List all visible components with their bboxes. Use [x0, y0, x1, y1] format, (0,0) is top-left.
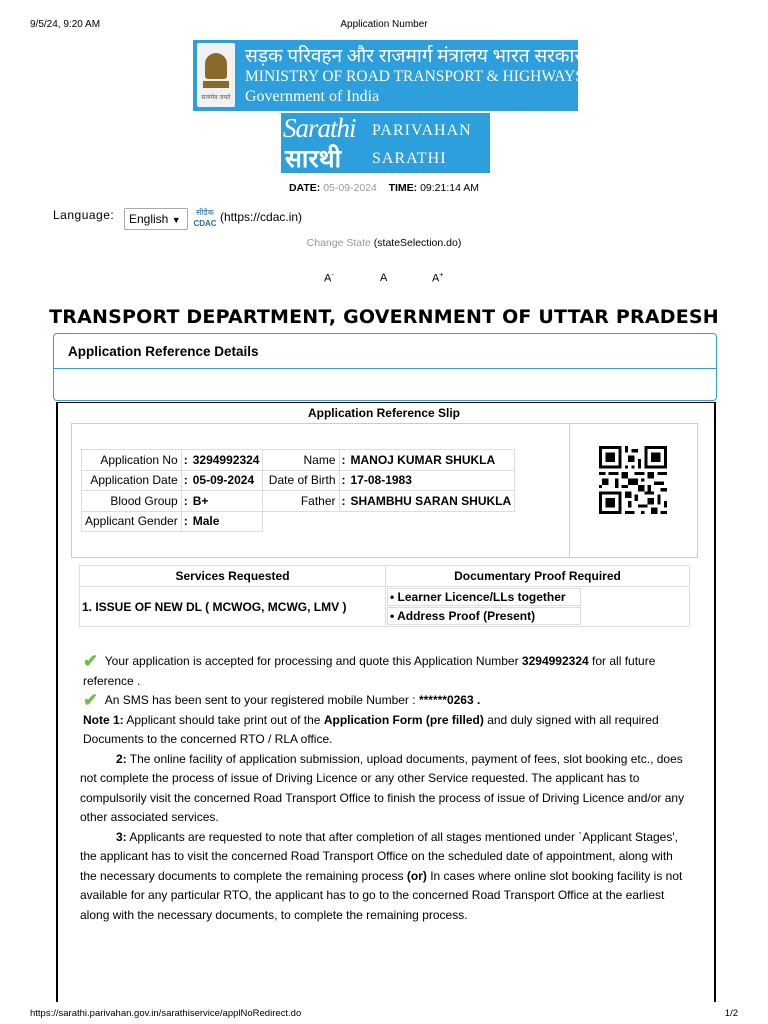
- service-item: 1. ISSUE OF NEW DL ( MCWOG, MCWG, LMV ): [80, 587, 386, 627]
- datetime-line: [0, 182, 768, 194]
- table-row: Application No : 3294992324 Name : MANOJ KUMAR SHUKLA: [82, 450, 515, 471]
- value-name: MANOJ KUMAR SHUKLA: [348, 450, 515, 471]
- font-increase-button[interactable]: A+: [432, 272, 444, 285]
- date-label: DATE:: [288, 182, 321, 194]
- sms-text: An SMS has been sent to your registered mobile Number :: [104, 693, 416, 707]
- sarathi-line2: SARATHI: [372, 150, 447, 167]
- cdac-logo-icon[interactable]: [191, 207, 219, 229]
- font-decrease-button[interactable]: A-: [324, 272, 334, 285]
- proof-item: • Learner Licence/LLs together: [387, 588, 581, 606]
- label-dob: Date of Birth: [263, 470, 339, 491]
- language-selected: English: [129, 212, 169, 226]
- date-value: 05-09-2024: [323, 182, 377, 194]
- table-row: [80, 566, 690, 587]
- value-father: SHAMBHU SARAN SHUKLA: [348, 491, 515, 512]
- check-icon: ✔: [83, 690, 99, 710]
- label-father: Father: [263, 491, 339, 512]
- cdac-hindi: सीडैक: [196, 208, 214, 217]
- proof-header: Documentary Proof Required: [386, 566, 690, 587]
- ministry-english: MINISTRY OF ROAD TRANSPORT & HIGHWAYS: [245, 68, 584, 85]
- ministry-banner: [193, 40, 584, 111]
- label-name: Name: [263, 450, 339, 471]
- reference-details-panel: [53, 333, 717, 401]
- label-gender: Applicant Gender: [82, 511, 182, 532]
- national-emblem-icon: [197, 43, 235, 107]
- sms-number: ******0263 .: [418, 693, 481, 707]
- services-table: [79, 565, 690, 627]
- note2-label: 2:: [116, 751, 127, 766]
- department-title: TRANSPORT DEPARTMENT, GOVERNMENT OF UTTAR PRADESH: [49, 306, 719, 328]
- label-application-date: Application Date: [82, 470, 182, 491]
- value-gender: Male: [190, 511, 263, 532]
- accepted-text: Your application is accepted for processing and quote this Application Number: [104, 654, 519, 668]
- panel-title: Application Reference Details: [68, 344, 259, 359]
- note3-text-end: In cases where online slot booking facility is not available for any particular RTO, the applicant has to go to the concerned Road Transport Office at the earliest along with the necessary documents, to complete the remaining process.: [80, 868, 683, 922]
- cdac-text: CDAC: [193, 219, 217, 228]
- language-select[interactable]: [124, 208, 188, 230]
- accepted-text-end: for all future reference .: [83, 654, 656, 688]
- qr-code-icon: [599, 446, 667, 514]
- print-datetime: 9/5/24, 9:20 AM: [30, 19, 101, 30]
- note1-text: Applicant should take print out of the: [126, 712, 321, 727]
- note3-text: Applicants are requested to note that after completion of all stages mentioned under `Applicant Stages', the applicant has to visit the concerned Road Transport Office on the scheduled date of appointment, along with the necessary documents to complete the remaining process: [80, 829, 678, 883]
- value-application-no: 3294992324: [190, 450, 263, 471]
- font-normal-button[interactable]: A: [380, 272, 388, 284]
- label-blood-group: Blood Group: [82, 491, 182, 512]
- language-label: Language:: [53, 208, 115, 222]
- chevron-down-icon: ▼: [171, 215, 181, 225]
- note1-bold: Application Form (pre filled): [323, 712, 484, 727]
- time-label: TIME:: [388, 182, 418, 194]
- note3-label: 3:: [116, 829, 127, 844]
- sarathi-logo: [281, 113, 490, 173]
- emblem-motto: सत्यमेव जयते: [201, 95, 231, 101]
- value-blood-group: B+: [190, 491, 263, 512]
- ministry-gov: Government of India: [245, 88, 380, 105]
- time-value: 09:21:14 AM: [420, 182, 480, 194]
- note1-text-end: and duly signed with all required Documents to the concerned RTO / RLA office.: [83, 712, 659, 746]
- print-title: Application Number: [340, 19, 428, 30]
- label-application-no: Application No: [82, 450, 182, 471]
- sarathi-logo-hindi: सारथी: [285, 146, 342, 173]
- change-state-link[interactable]: Change State: [306, 237, 371, 249]
- change-state-url[interactable]: (stateSelection.do): [373, 237, 462, 249]
- note1-label: Note 1:: [83, 712, 124, 727]
- proof-item: • Address Proof (Present): [387, 607, 581, 625]
- ministry-hindi: सड़क परिवहन और राजमार्ग मंत्रालय भारत सरकार: [245, 46, 583, 67]
- slip-title: Application Reference Slip: [307, 406, 461, 420]
- sarathi-line1: PARIVAHAN: [372, 122, 472, 139]
- footer-url: https://sarathi.parivahan.gov.in/sarathiservice/applNoRedirect.do: [30, 1008, 302, 1019]
- change-state: [0, 237, 768, 249]
- applicant-info-table: [81, 449, 515, 532]
- accepted-number: 3294992324: [521, 654, 589, 668]
- note2-text: The online facility of application submission, upload documents, payment of fees, slot booking etc., does not complete the process of issue of Driving Licence or any other Service requested. The applicant has to compulsorily visit the concerned Road Transport Office to finish the process of issue of Driving Licence and/or any other associated services.: [80, 751, 685, 824]
- sarathi-logo-english: Sarathi: [283, 113, 356, 143]
- check-icon: ✔: [83, 651, 99, 671]
- table-row: Application Date : 05-09-2024 Date of Birth : 17-08-1983: [82, 470, 515, 491]
- table-row: Applicant Gender : Male: [82, 511, 515, 532]
- cdac-link[interactable]: (https://cdac.in): [220, 210, 303, 224]
- table-row: [80, 587, 690, 627]
- value-dob: 17-08-1983: [348, 470, 515, 491]
- services-header: Services Requested: [80, 566, 386, 587]
- table-row: Blood Group : B+ Father : SHAMBHU SARAN SHUKLA: [82, 491, 515, 512]
- instructions: [80, 652, 692, 925]
- note3-bold: (or): [406, 868, 427, 883]
- page-number: 1/2: [724, 1008, 738, 1019]
- value-application-date: 05-09-2024: [190, 470, 263, 491]
